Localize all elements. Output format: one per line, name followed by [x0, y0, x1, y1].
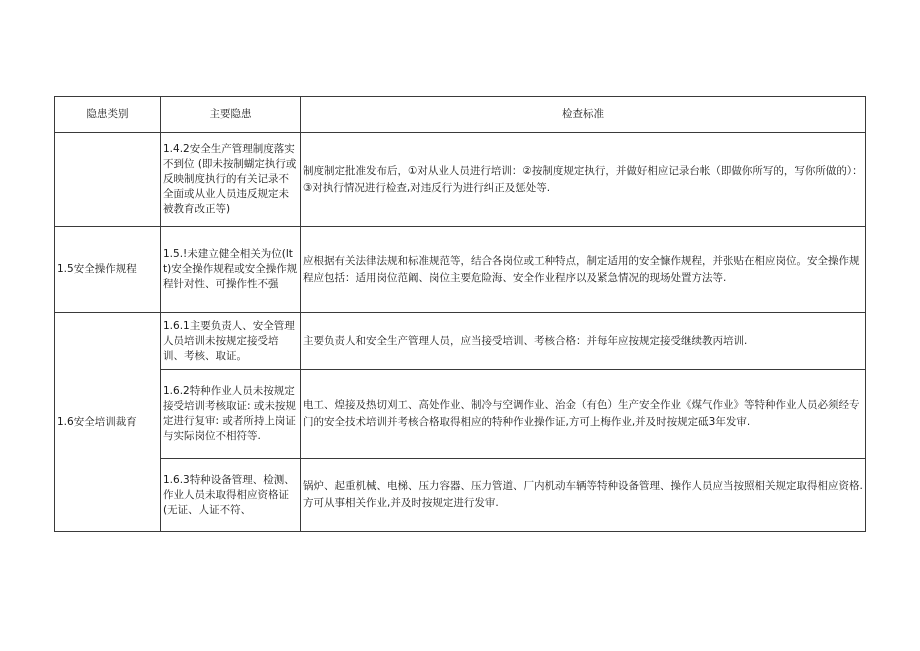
- hazard-cell: 1.4.2安全生产管理制度落实不到位 (即未按制蝴定执行或反映制度执行的有关记录不全面或从业人员违反规定未被教育改正等): [161, 133, 301, 227]
- standard-cell: 主要负责人和安全生产管理人员，应当接受培训、考核合格：并每年应按规定接受继续教丙培训.: [301, 313, 866, 370]
- standard-cell: 电工、煌接及热切刈工、高处作业、制冷与空调作业、治金（有色）生产安全作业《煤气作业》等特种作业人员必须经专门的安全技术培训并考核合格取得相应的特种作业操作证,方可上梅作业,并及时按规定砥3年发审.: [301, 370, 866, 459]
- standard-cell: 制度制定批准发布后，①对从业人员进行培训：②按制度规定执行，并做好相应记录台帐（即做你所写的，写你所做的）：③对执行情况进行检查,对违反行为进行纠正及惩处等.: [301, 133, 866, 227]
- table-row: [55, 313, 866, 370]
- table-row: [55, 459, 866, 532]
- table-row: [55, 370, 866, 459]
- table-row: [55, 133, 866, 227]
- standard-cell: 应根据有关法律法规和标准规范等，结合各岗位或工种特点，制定适用的安全慷作规程，并张贴在相应岗位。安全操作规程应包括：适用岗位范阚、岗位主要危险海、安全作业程序以及紧急情况的现场处置方法等.: [301, 227, 866, 313]
- category-cell: 1.6安全培训裁育: [55, 313, 161, 532]
- standard-cell: 锅炉、起重机械、电梯、压力容器、压力管道、厂内机动车辆等特种设备管理、操作人员应当按照相关规定取得相应资格.方可从事相关作业,并及时按规定进行发审.: [301, 459, 866, 532]
- category-cell: [55, 133, 161, 227]
- category-cell: 1.5安全操作规程: [55, 227, 161, 313]
- hazard-cell: 1.6.2特种作业人员未按规定接受培训考核取证: 或未按规定进行复审: 或者所持上岗证与实际岗位不相符等.: [161, 370, 301, 459]
- table-header-row: [55, 97, 866, 133]
- hazard-inspection-table: [54, 96, 866, 532]
- hazard-cell: 1.6.3特种设备管理、检测、作业人员未取得相应资格证 (无证、人证不符、: [161, 459, 301, 532]
- table-row: [55, 227, 866, 313]
- hazard-cell: 1.6.1主要负责人、安全管理人员培训未按规定接受培训、考核、取证。: [161, 313, 301, 370]
- header-main-hazard: 主要隐患: [161, 97, 301, 133]
- hazard-cell: 1.5.!未建立健全相关为位(ltt)安全操作规程或安全操作规程针对性、可操作性不强: [161, 227, 301, 313]
- header-category: 隐患类别: [55, 97, 161, 133]
- header-inspection-standard: 检查标准: [301, 97, 866, 133]
